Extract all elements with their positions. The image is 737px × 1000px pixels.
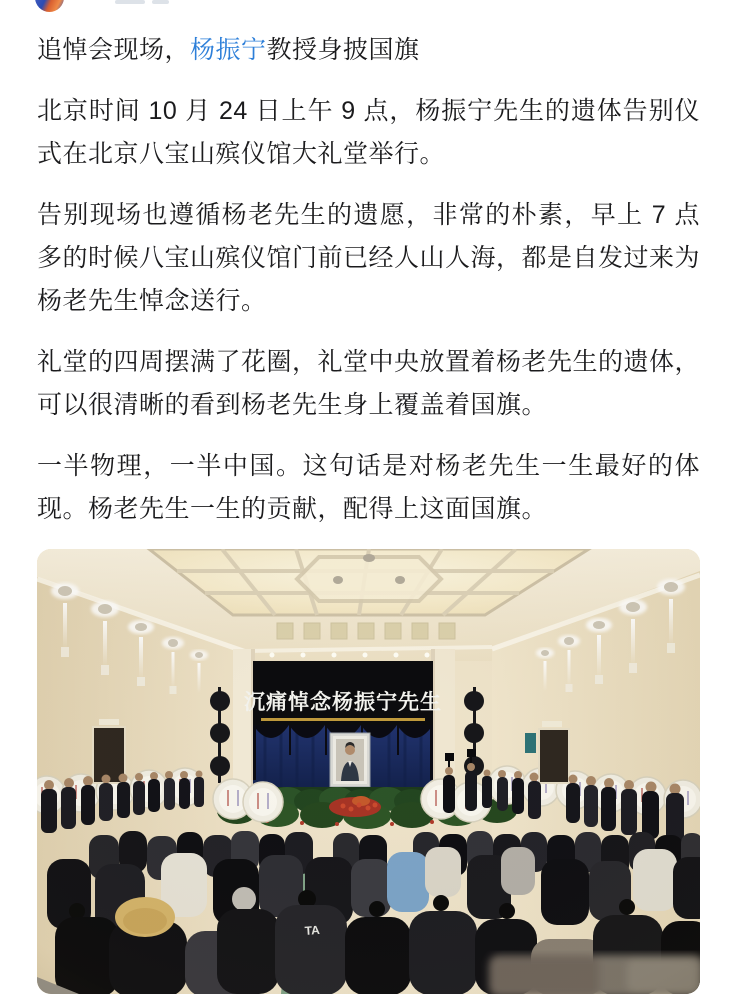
profile-link-yang-zhenning[interactable]: 杨振宁: [190, 36, 267, 64]
username-fragment: [152, 0, 169, 4]
post-title: [37, 29, 700, 72]
post-paragraph: 告别现场也遵循杨老先生的遗愿，非常的朴素，早上 7 点多的时候八宝山殡仪馆门前已经人山人海，都是自发过来为杨老先生悼念送行。: [37, 201, 701, 315]
title-prefix: 追悼会现场，: [37, 36, 191, 64]
post-paragraph: 礼堂的四周摆满了花圈，礼堂中央放置着杨老先生的遗体，可以很清晰的看到杨老先生身上覆盖着国旗。: [37, 348, 701, 419]
title-suffix: 教授身披国旗: [266, 36, 420, 64]
post-paragraph: 北京时间 10 月 24 日上午 9 点，杨振宁先生的遗体告别仪式在北京八宝山殡仪馆大礼堂举行。: [37, 97, 700, 168]
memorial-photo[interactable]: [37, 549, 700, 994]
post-paragraph: 一半物理，一半中国。这句话是对杨老先生一生最好的体现。杨老先生一生的贡献，配得上这面国旗。: [37, 452, 700, 523]
vignette-overlay: [37, 549, 700, 994]
username-fragment: [115, 0, 145, 4]
